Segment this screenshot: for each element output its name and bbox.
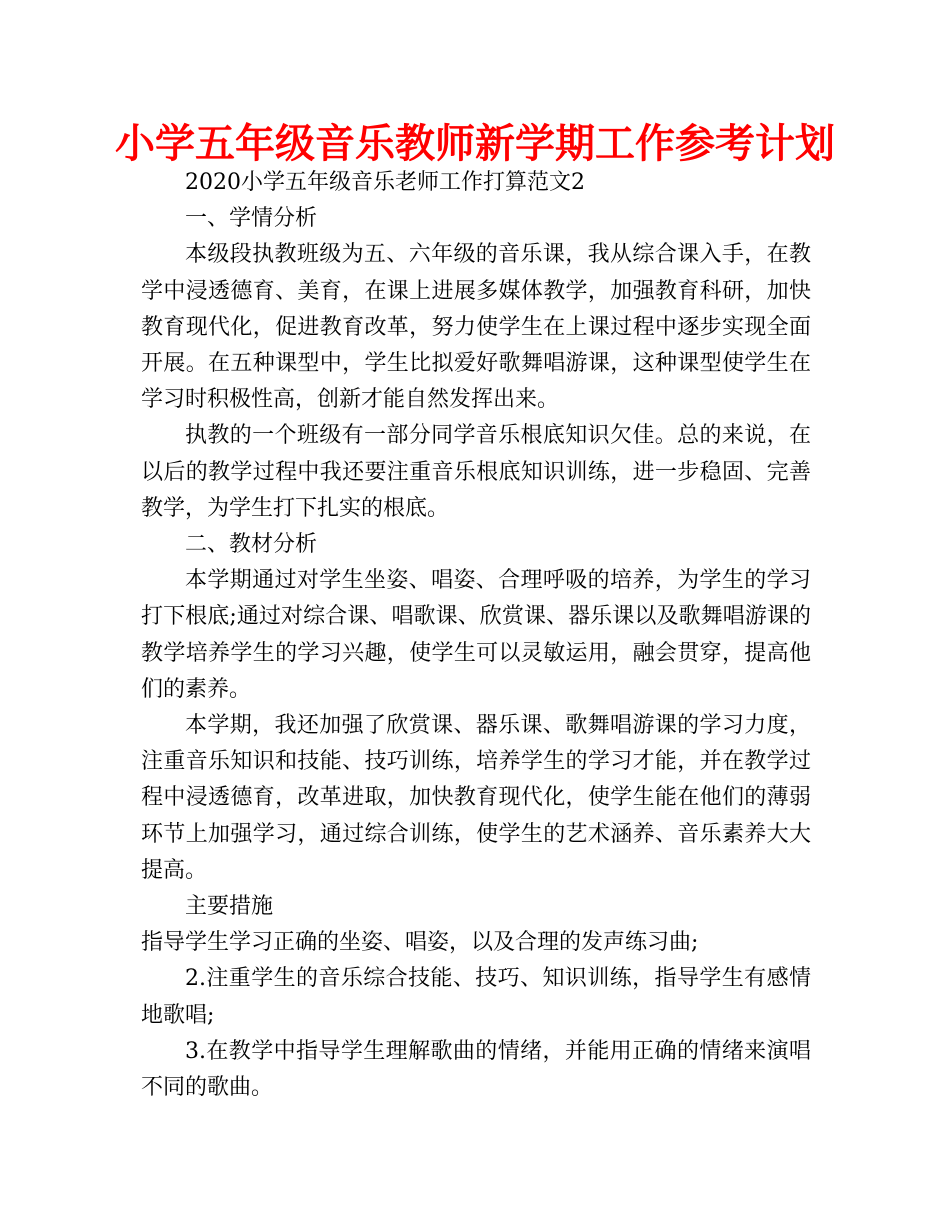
section-heading-student-analysis: 一、学情分析 <box>185 206 318 232</box>
body-paragraph: 本级段执教班级为五、六年级的音乐课，我从综合课入手，在教学中浸透德育、美育，在课上进展多媒体教学，加强教育科研，加快教育现代化，促进教育改革，努力使学生在上课过程中逐步实现全面开展。在五种课型中，学生比拟爱好歌舞唱游课，这种课型使学生在学习时积极性高，创新才能自然发挥出来。 <box>141 242 811 413</box>
body-paragraph: 本学期通过对学生坐姿、唱姿、合理呼吸的培养，为学生的学习打下根底;通过对综合课、唱歌课、欣赏课、器乐课以及歌舞唱游课的教学培养学生的学习兴趣，使学生可以灵敏运用，融会贯穿，提高他们的素养。 <box>141 568 811 702</box>
document-body <box>141 165 811 1106</box>
body-paragraph: 本学期，我还加强了欣赏课、器乐课、歌舞唱游课的学习力度，注重音乐知识和技能、技巧训练，培养学生的学习才能，并在教学过程中浸透德育，改革进取，加快教育现代化，使学生能在他们的薄弱环节上加强学习，通过综合训练，使学生的艺术涵养、音乐素养大大提高。 <box>141 713 811 883</box>
section-heading-main-measures: 主要措施 <box>185 894 274 920</box>
body-paragraph: 执教的一个班级有一部分同学音乐根底知识欠佳。总的来说，在以后的教学过程中我还要注重音乐根底知识训练，进一步稳固、完善教学，为学生打下扎实的根底。 <box>141 423 811 521</box>
document-title: 小学五年级音乐教师新学期工作参考计划 <box>115 121 835 167</box>
list-item: 2.注重学生的音乐综合技能、技巧、知识训练，指导学生有感情地歌唱; <box>141 966 811 1028</box>
section-heading-textbook-analysis: 二、教材分析 <box>185 532 318 558</box>
list-item: 3.在教学中指导学生理解歌曲的情绪，并能用正确的情绪来演唱不同的歌曲。 <box>141 1038 811 1101</box>
subtitle-paragraph: 2020小学五年级音乐老师工作打算范文2 <box>185 170 585 195</box>
list-item: 指导学生学习正确的坐姿、唱姿，以及合理的发声练习曲; <box>141 930 699 956</box>
